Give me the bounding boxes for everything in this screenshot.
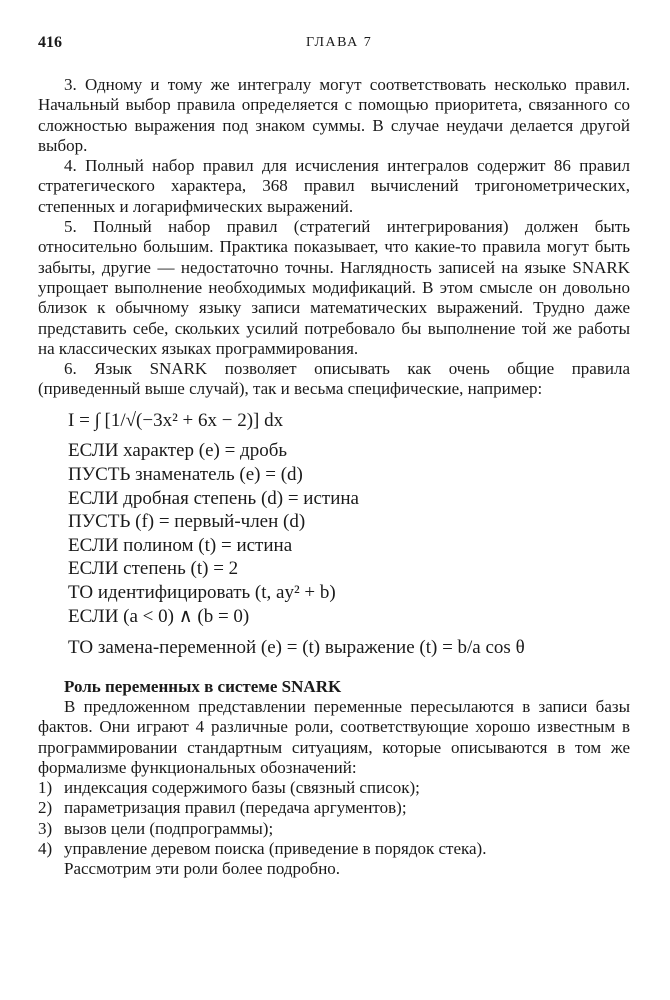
list-text: параметризация правил (передача аргументов); <box>64 798 407 818</box>
paragraph-3: 3. Одному и тому же интегралу могут соответствовать несколько правил. Начальный выбор правила определяется с помощью приоритета, связанного со сложностью выражения под знаком суммы. В случае неудачи делается другой выбор. <box>38 75 630 155</box>
list-number: 1) <box>38 778 53 798</box>
rule-line: ЕСЛИ характер (e) = дробь <box>68 440 288 462</box>
integral-formula: I = ∫ [1/√(−3x² + 6x − 2)] dx <box>68 409 284 431</box>
page-header <box>38 34 630 58</box>
list-text: индексация содержимого базы (связный список); <box>64 778 420 798</box>
rule-line: ПУСТЬ знаменатель (e) = (d) <box>68 463 303 485</box>
rule-line: ЕСЛИ (a < 0) ∧ (b = 0) <box>68 605 250 627</box>
closing-line: Рассмотрим эти роли более подробно. <box>64 859 341 879</box>
paragraph-5: 5. Полный набор правил (стратегий интегрирования) должен быть относительно большим. Практика показывает, что какие-то правила могут быть забыты, другие — недостаточно точны. Наглядность записей на языке SNARK упрощает выполнение необходимых модификаций. В этом смысле он довольно близок к обычному языку записи математических выражений. Трудно даже представить себе, скольких усилий потребовало бы выполнение той же работы на классических языках программирования. <box>38 217 630 358</box>
rule-line: ЕСЛИ полином (t) = истина <box>68 534 293 556</box>
section-heading: Роль переменных в системе SNARK <box>64 676 342 696</box>
rule-line: ТО идентифицировать (t, ay² + b) <box>68 581 336 603</box>
paragraph-6: 6. Язык SNARK позволяет описывать как очень общие правила (приведенный выше случай), так и весьма специфические, например: <box>38 359 630 399</box>
rule-line: ЕСЛИ степень (t) = 2 <box>68 558 239 580</box>
chapter-title: ГЛАВА 7 <box>306 35 373 50</box>
page-body <box>38 75 630 880</box>
section-intro: В предложенном представлении переменные пересылаются в записи базы фактов. Они играют 4 различные роли, соответствующие хорошо известным в программировании стандартным ситуациям, которые описываются в том же формализме функциональных обозначений: <box>38 696 630 777</box>
list-text: вызов цели (подпрограммы); <box>64 818 274 838</box>
list-item <box>38 839 630 859</box>
list-number: 4) <box>38 839 53 859</box>
list-text: управление деревом поиска (приведение в порядок стека). <box>64 839 487 859</box>
roles-list <box>38 778 630 859</box>
rule-line: ПУСТЬ (f) = первый-член (d) <box>68 511 306 533</box>
list-number: 3) <box>38 818 53 838</box>
page-number: 416 <box>38 34 62 51</box>
list-item <box>38 819 630 839</box>
paragraph-4: 4. Полный набор правил для исчисления интегралов содержит 86 правил стратегического характера, 368 правил вычислений тригонометрических, степенных и логарифмических выражений. <box>38 156 630 216</box>
list-item <box>38 798 630 818</box>
list-number: 2) <box>38 798 53 818</box>
rule-line: ЕСЛИ дробная степень (d) = истина <box>68 487 359 509</box>
list-item <box>38 778 630 798</box>
rule-line-final: ТО замена-переменной (e) = (t) выражение (t) = b/a cos θ <box>68 637 525 659</box>
